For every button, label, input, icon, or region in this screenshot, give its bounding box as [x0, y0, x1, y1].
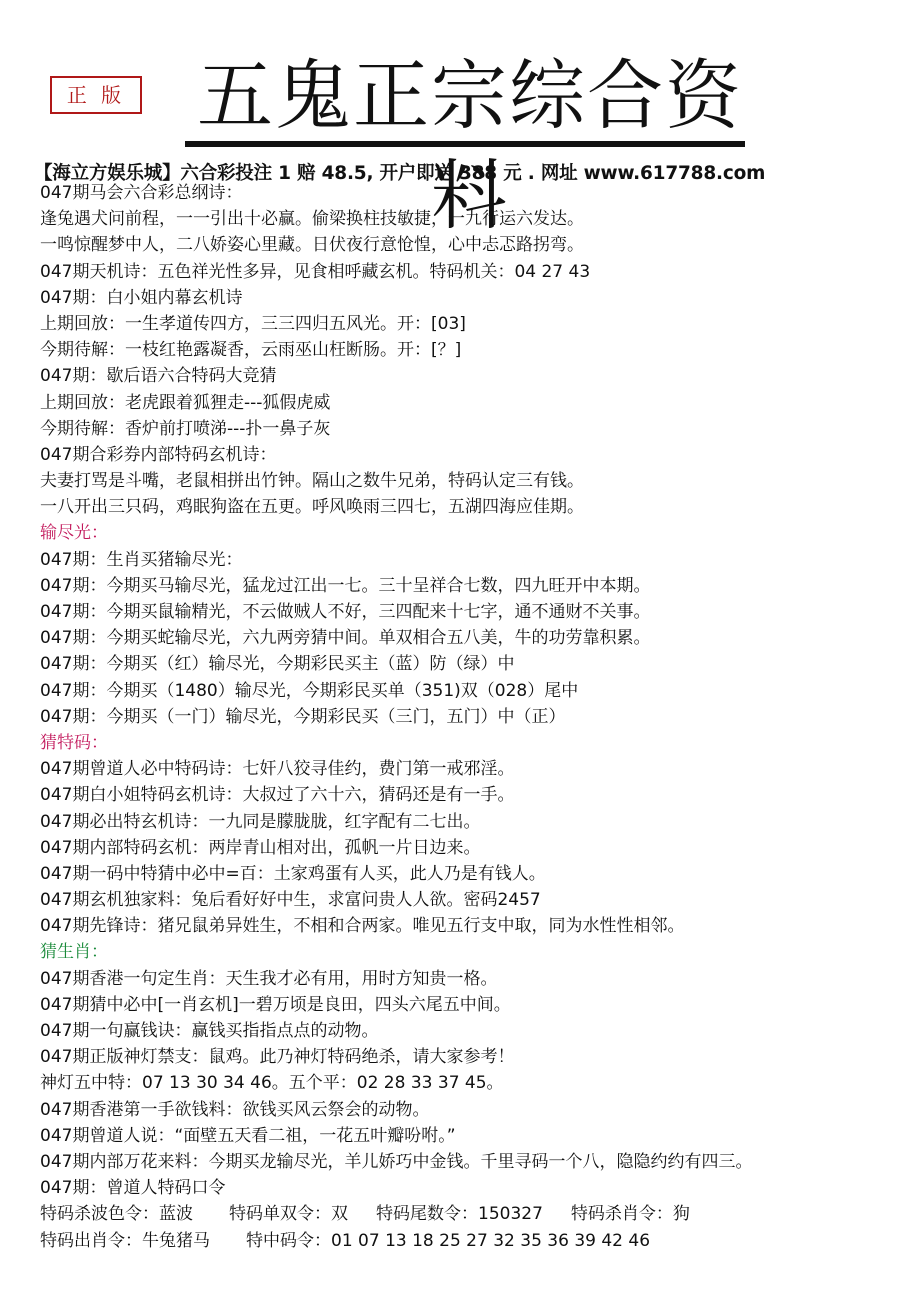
text-line: 047期：白小姐内幕玄机诗: [40, 287, 243, 308]
text-line: 047期：今期买马输尽光，猛龙过江出一七。三十呈祥合七数，四九旺开中本期。: [40, 575, 651, 596]
official-badge: 正 版: [50, 76, 142, 114]
section-heading: 输尽光：: [40, 523, 108, 544]
text-line: 上期回放：一生孝道传四方，三三四归五风光。开：[03]: [40, 313, 466, 334]
text-line: 047期：曾道人特码口令: [40, 1178, 226, 1199]
text-line: 047期先锋诗：猪兄鼠弟异姓生，不相和合两家。唯见五行支中取，同为水性性相邻。: [40, 916, 685, 937]
text-line: 047期：歇后语六合特码大竞猜: [40, 366, 277, 387]
text-line: 上期回放：老虎跟着狐狸走---狐假虎威: [40, 392, 331, 413]
text-line: 神灯五中特：07 13 30 34 46。五个平：02 28 33 37 45。: [40, 1073, 504, 1094]
section-heading: 猜特码：: [40, 732, 108, 753]
text-line: 047期：今期买（1480）输尽光，今期彩民买单（351)双（028）尾中: [40, 680, 579, 701]
text-line: 047期香港一句定生肖：天生我才必有用，用时方知贵一格。: [40, 968, 498, 989]
page-title: 五鬼正宗综合资料: [197, 51, 743, 240]
text-line: 047期香港第一手欲钱料：欲钱买风云祭会的动物。: [40, 1099, 430, 1120]
text-line: 047期白小姐特码玄机诗：大叔过了六十六，猜码还是有一手。: [40, 785, 515, 806]
footer-order: 特码尾数令：150327: [376, 1204, 543, 1225]
text-line: 047期必出特玄机诗：一九同是朦胧胧，红字配有二七出。: [40, 811, 481, 832]
text-line: 047期玄机独家料：兔后看好好中生，求富问贵人人欲。密码2457: [40, 890, 541, 911]
ad-banner: 【海立方娱乐城】六合彩投注 1 赔 48.5, 开户即送 388 元 . 网址 www.617788.com: [34, 163, 766, 184]
text-line: 一鸣惊醒梦中人，二八娇姿心里藏。日伏夜行意怆惶，心中忐忑路拐弯。: [40, 235, 584, 256]
footer-order: 特码杀肖令：狗: [570, 1204, 690, 1225]
text-line: 047期合彩券内部特码玄机诗：: [40, 444, 277, 465]
footer-order: 特码杀波色令：蓝波: [40, 1204, 193, 1225]
text-line: 047期天机诗：五色祥光性多异，见食相呼藏玄机。特码机关：04 27 43: [40, 261, 591, 282]
text-line: 047期：生肖买猪输尽光：: [40, 549, 243, 570]
text-line: 047期一码中特猜中必中=百：土家鸡蛋有人买，此人乃是有钱人。: [40, 863, 546, 884]
footer-row-1: [40, 1201, 895, 1227]
footer-order: 特码出肖令：牛兔猪马: [40, 1230, 210, 1251]
text-line: 047期曾道人说：“面壁五天看二祖，一花五叶瓣吩咐。”: [40, 1125, 456, 1146]
text-line: 047期马会六合彩总纲诗：: [40, 183, 243, 203]
text-line: 047期内部特码玄机：两岸青山相对出，孤帆一片日边来。: [40, 837, 481, 858]
text-line: 047期正版神灯禁支：鼠鸡。此乃神灯特码绝杀，请大家参考！: [40, 1047, 515, 1068]
text-line: 047期一句赢钱诀：赢钱买指指点点的动物。: [40, 1021, 379, 1041]
text-line: 047期曾道人必中特码诗：七奸八狡寻佳约，费门第一戒邪淫。: [40, 759, 515, 780]
text-line: 047期：今期买（红）输尽光，今期彩民买主（蓝）防（绿）中: [40, 654, 515, 675]
text-line: 逢兔遇犬问前程，一一引出十必赢。偷梁换柱技敏捷，一九行运六发达。: [40, 209, 584, 230]
text-line: 一八开出三只码，鸡眠狗盗在五更。呼风唤雨三四七，五湖四海应佳期。: [40, 497, 584, 518]
text-line: 047期：今期买鼠输精光，不云做贼人不好，三四配来十七字，通不通财不关事。: [40, 602, 651, 622]
footer-order: 特码单双令：双: [229, 1204, 348, 1225]
text-line: 047期内部万花来料：今期买龙输尽光，羊儿娇巧中金钱。千里寻码一个八，隐隐约约有四三。: [40, 1151, 753, 1172]
text-line: 今期待解：香炉前打喷涕---扑一鼻子灰: [40, 418, 331, 439]
text-line: 夫妻打骂是斗嘴，老鼠相拼出竹钟。隔山之数牛兄弟，特码认定三有钱。: [40, 471, 584, 492]
text-line: 047期猜中必中[一肖玄机]一碧万顷是良田，四头六尾五中间。: [40, 994, 511, 1015]
title-underline: [185, 141, 745, 147]
section-heading: 猜生肖：: [40, 942, 108, 963]
footer-order: 特中码令：01 07 13 18 25 27 32 35 36 39 42 46: [246, 1230, 651, 1251]
text-line: 047期：今期买（一门）输尽光，今期彩民买（三门，五门）中（正）: [40, 706, 566, 727]
text-line: 今期待解：一枝红艳露凝香，云雨巫山枉断肠。开：[？]: [40, 340, 462, 361]
footer-row-2: [40, 1228, 895, 1254]
text-line: 047期：今期买蛇输尽光，六九两旁猜中间。单双相合五八美，牛的功劳靠积累。: [40, 628, 651, 649]
content-lines: [40, 180, 895, 1254]
